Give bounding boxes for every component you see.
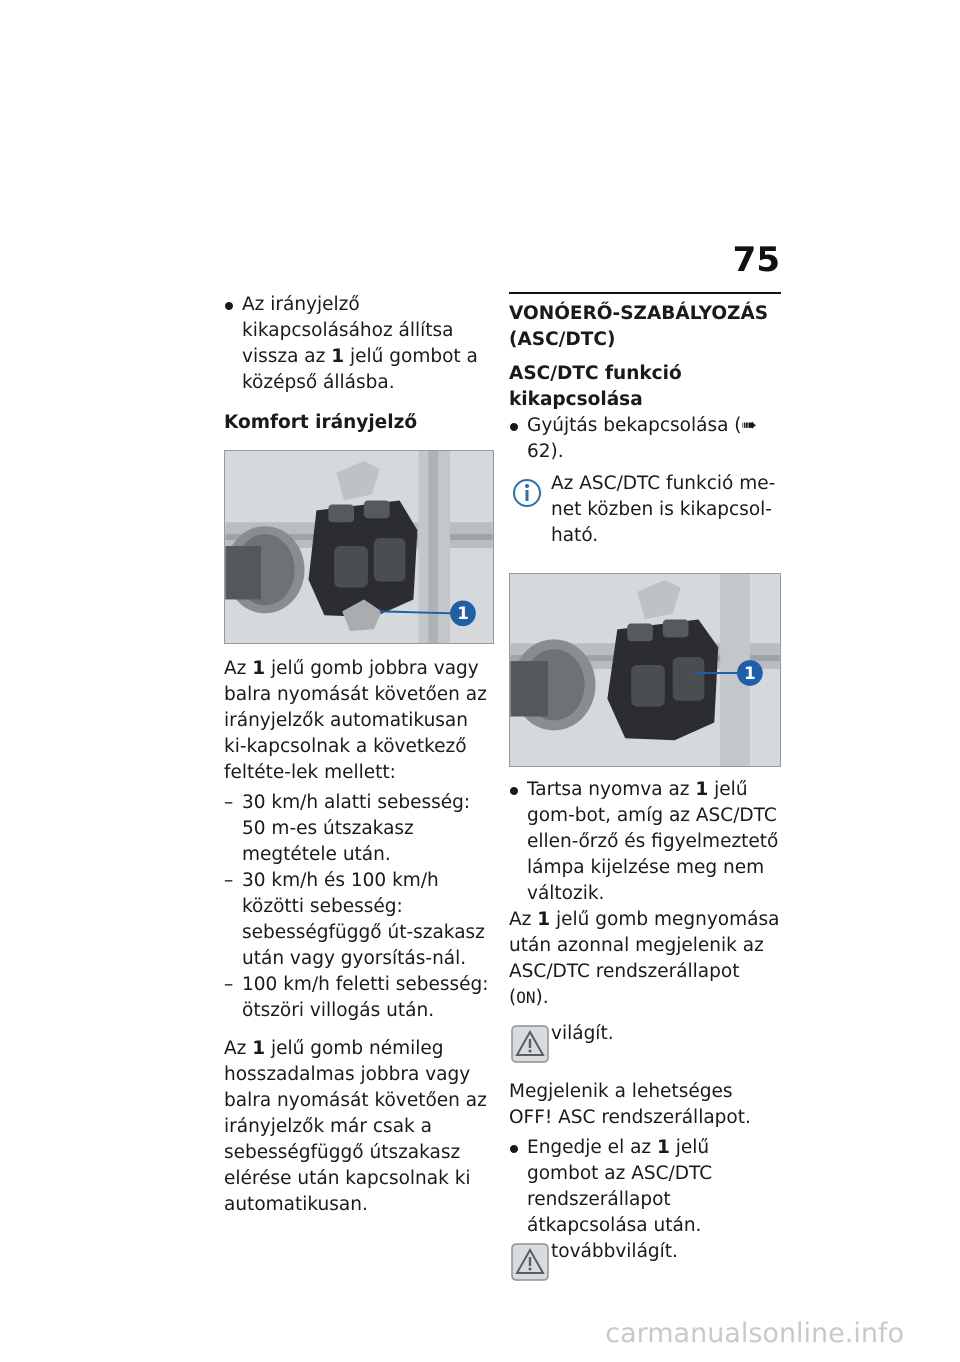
right-bullet-2	[509, 777, 781, 907]
text: jelű gomb némileg hosszadalmas jobbra vagy balra nyomását követően az irányjelzők már csak a sebességfüggő útszakasz elérése után kapcsolnak ki automatikusan.	[224, 1038, 487, 1215]
text: jelű gombot az ASC/DTC rendszerállapot átkapcsolása után.	[527, 1137, 713, 1236]
left-column	[224, 292, 494, 1222]
text: ).	[535, 987, 549, 1008]
callout-1: 1	[457, 603, 469, 624]
right-bullet-1: Gyújtás bekapcsolása (➠ 62).	[509, 413, 781, 465]
text: Engedje el az	[527, 1137, 658, 1158]
subheading-asc-dtc-off: ASC/DTC funkció kikapcsolása	[509, 363, 682, 410]
left-dash-item-1: – 30 km/h alatti sebesség: 50 m-es útszakasz megtétele után.	[224, 790, 494, 868]
text: jelű gomb jobbra vagy balra nyomását követően az irányjelzők automatikusan ki-kapcsolnak a következő feltéte-lek mellett:	[224, 658, 487, 783]
text: jelű gom-bot, amíg az ASC/DTC ellen-őrző és figyelmeztető lámpa kijelzése meg nem változik.	[527, 779, 779, 904]
button-ref: 1	[695, 779, 709, 800]
text: Tartsa nyomva az	[527, 779, 696, 800]
asc-warning-light-icon	[511, 1243, 549, 1281]
handlebar-switch-figure-right	[509, 573, 781, 767]
info-icon	[511, 477, 543, 509]
text: Az irányjelző kikapcsolásához állítsa vissza az	[242, 294, 454, 367]
left-dash-item-2: – 30 km/h és 100 km/h közötti sebesség: sebességfüggő út-szakasz után vagy gyorsítás-nál.	[224, 868, 494, 972]
note-text: Az ASC/DTC funkció me-net közben is kikapcsol-ható.	[551, 473, 776, 546]
handlebar-illustration	[225, 451, 493, 643]
button-ref: 1	[657, 1137, 670, 1158]
section-heading-comfort-turn-signal: Komfort irányjelző	[224, 412, 418, 433]
warning-light-row-2	[509, 1239, 781, 1283]
right-paragraph-2: Megjelenik a lehetséges OFF! ASC rendszerállapot.	[509, 1081, 751, 1128]
button-ref: 1	[252, 1038, 266, 1059]
asc-warning-light-icon	[511, 1025, 549, 1063]
text: Az	[224, 658, 253, 679]
left-bullet-1	[224, 292, 494, 396]
left-paragraph-1	[224, 656, 494, 786]
callout-1: 1	[744, 662, 756, 683]
text: jelű gombot a középső állásba.	[242, 346, 478, 393]
warning-light-row-1	[509, 1021, 781, 1065]
warning-text: világít.	[551, 1023, 614, 1044]
text: Az	[224, 1038, 253, 1059]
handlebar-illustration	[510, 574, 780, 766]
page-number: 75	[732, 240, 780, 280]
warning-text: továbbvilágít.	[551, 1241, 678, 1262]
button-ref: 1	[252, 658, 266, 679]
button-ref: 1	[537, 909, 551, 930]
info-note	[509, 471, 781, 549]
status-code: ON	[516, 988, 536, 1007]
right-bullet-3	[509, 1135, 781, 1239]
watermark: carmanualsonline.info	[605, 1318, 904, 1349]
handlebar-switch-figure-left	[224, 450, 494, 644]
left-paragraph-2	[224, 1036, 494, 1218]
left-dash-item-3: – 100 km/h feletti sebesség: ötszöri villogás után.	[224, 972, 494, 1024]
text: jelű gomb megnyomása után azonnal megjelenik az ASC/DTC rendszerállapot (	[509, 909, 780, 1008]
text: Az	[509, 909, 538, 930]
button-ref: 1	[331, 346, 345, 367]
right-column	[509, 292, 781, 1297]
section-heading-traction-control: VONÓERŐ-SZABÁLYOZÁS (ASC/DTC)	[509, 292, 781, 353]
right-paragraph-1	[509, 907, 781, 1011]
